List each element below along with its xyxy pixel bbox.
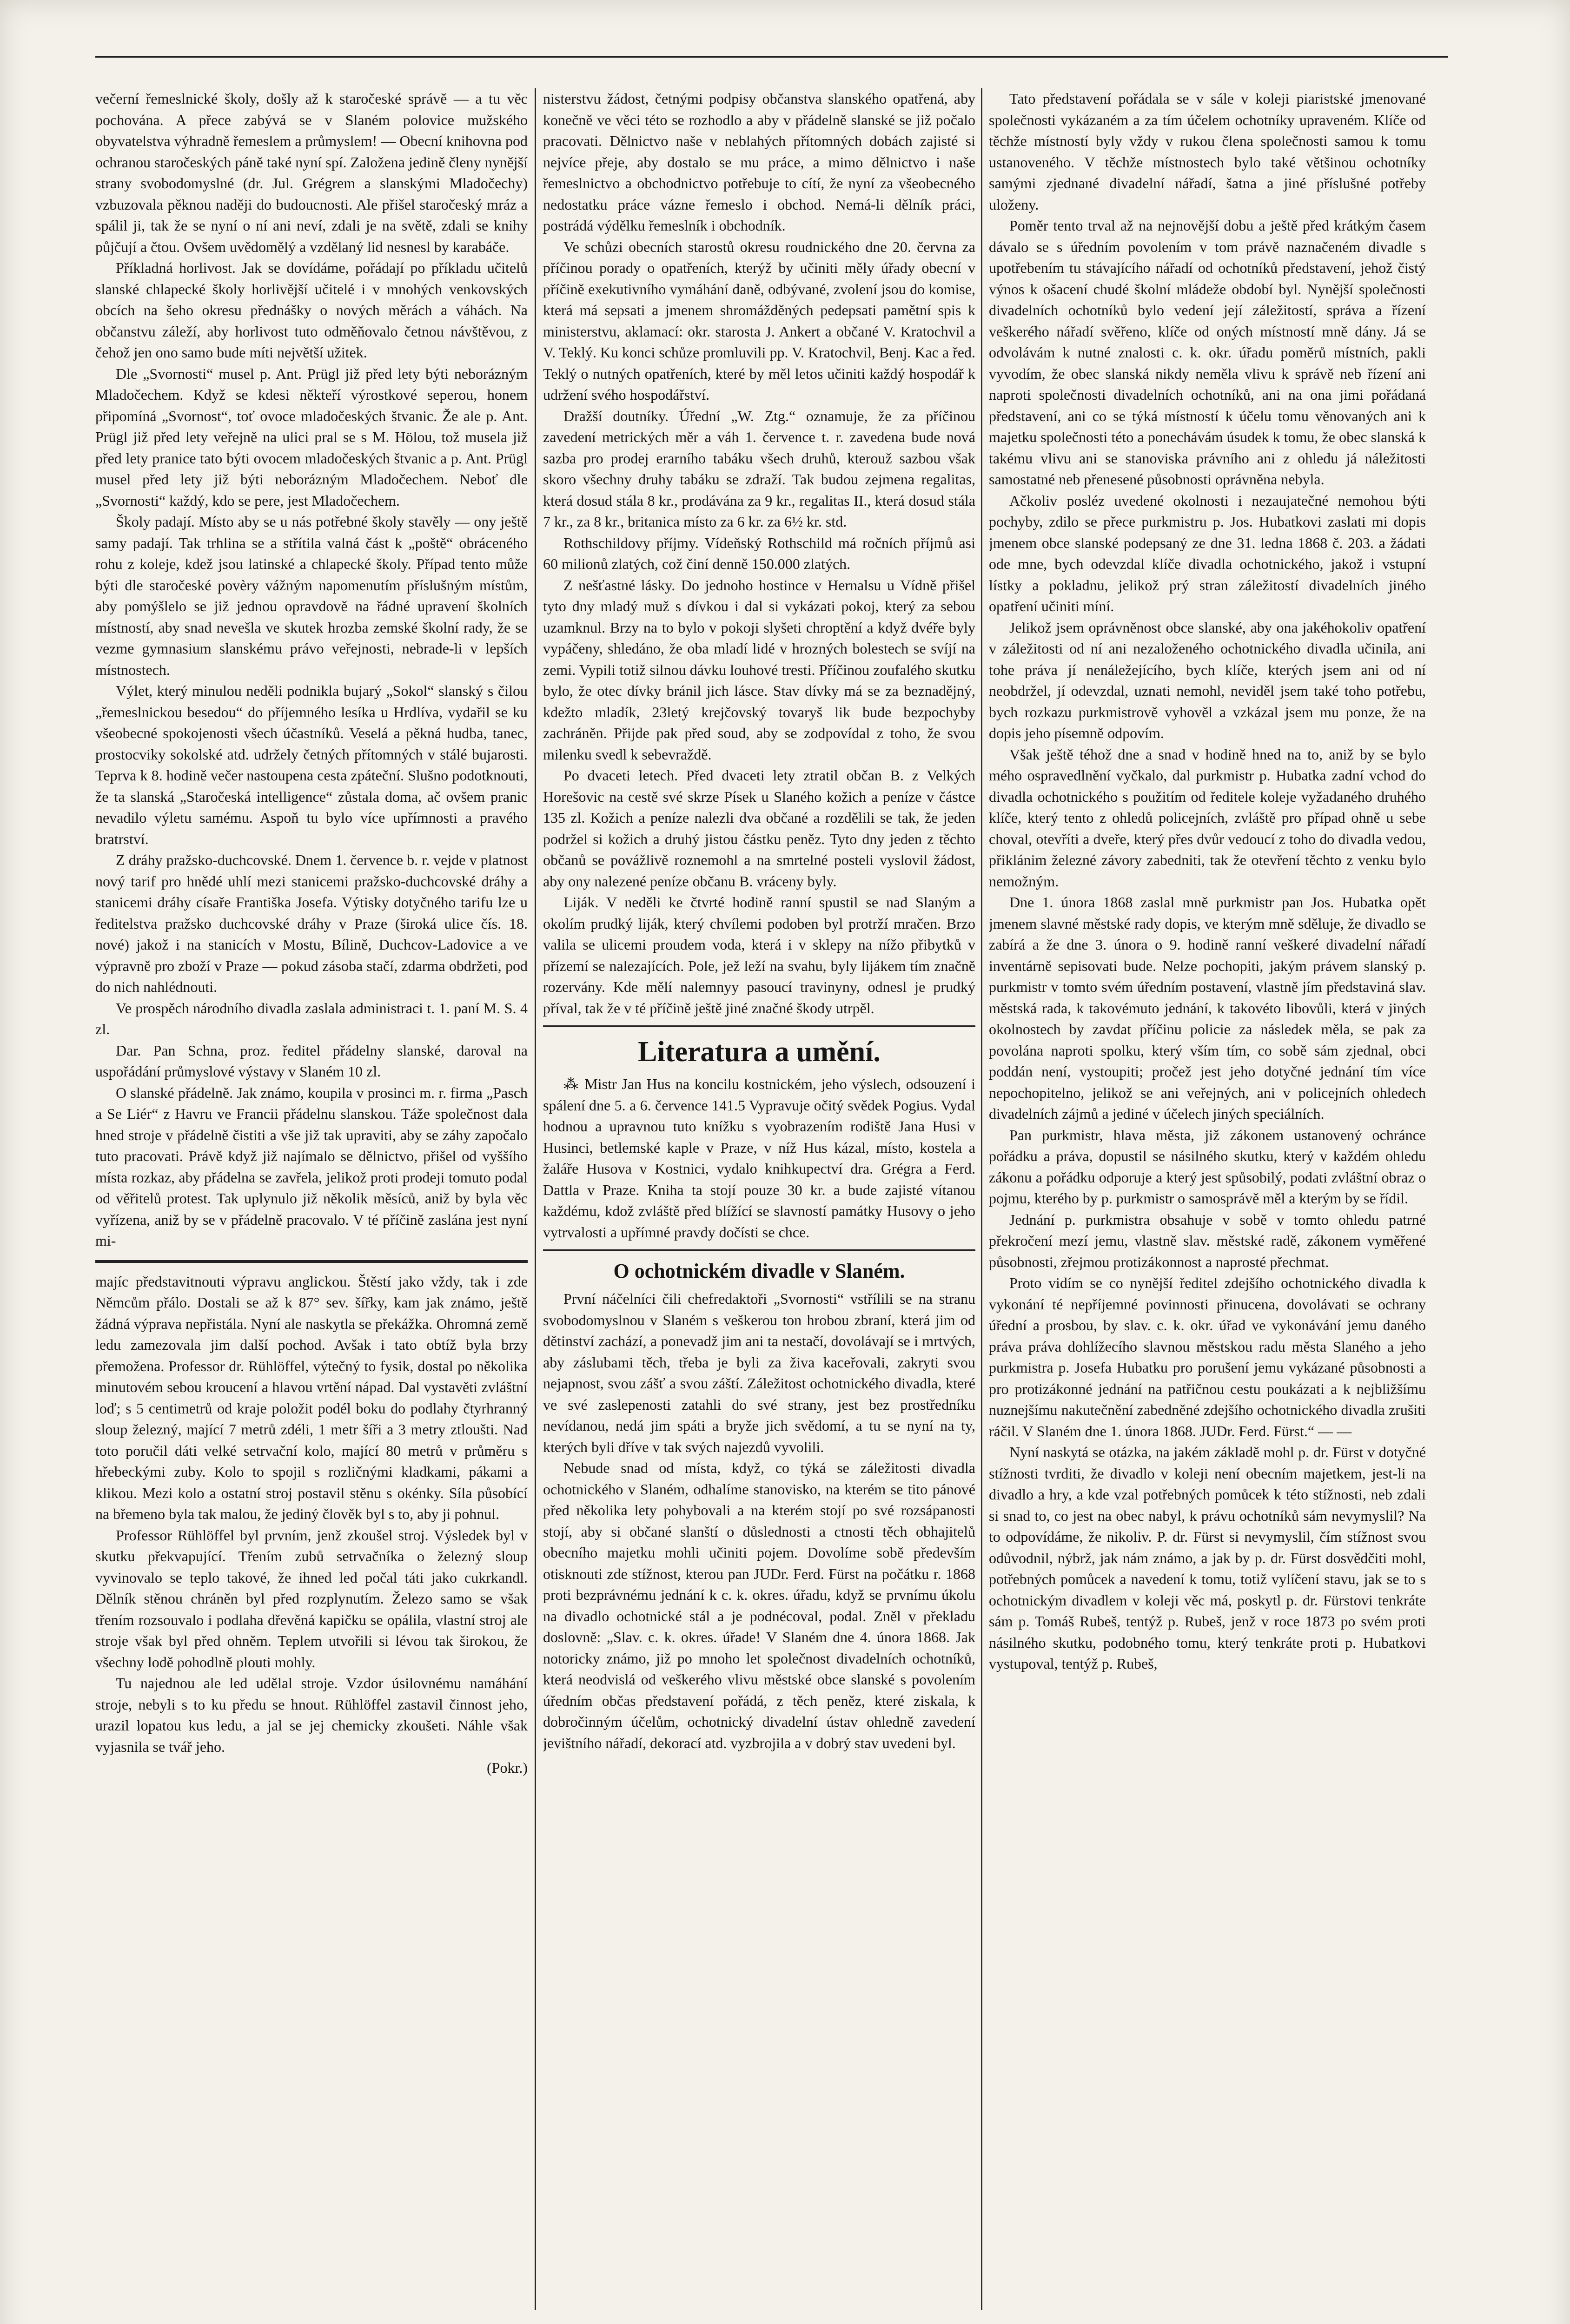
- col3-para: Proto vidím se co nynější ředitel zdejšího ochotnického divadla k vykonání té nepříjemné povinnosti přinucena, dovolávati se ochrany úřední a prosbou, by slav. c. k. okr. úřad ve vykonávání jemu daného práva práva dohlížecího slavnou městskou radu města Slaného a jeho purkmistra p. Josefa Hubatku pro porušení jemu vykázané působnosti a pro protizákonné jednání na patřičnou cestu poukázati a k nejbližšímu nuznejšímu nakutečnění zabedněné zdejšího ochotnického divadla zrušiti ráčil. V Slaném dne 1. února 1868. JUDr. Ferd. Fürst.“ — —: [989, 1274, 1426, 1439]
- col3-para: Nyní naskytá se otázka, na jakém základě mohl p. dr. Fürst v dotyčné stížnosti tvrditi, že divadlo v koleji není obecním majetkem, jest-li na divadlo a hry, a kde vzal potřebných pomůcek k této stížnosti, neb zdali si snad to, co jest na obec nabyl, k právu ochotníků sám nevymyslil? Na to odpovídáme, že nikoliv. P. dr. Fürst si nevymyslil, čím stížnost svou odůvodnil, nýbrž, jak nám známo, a jak by p. dr. Fürst dosvědčiti mohl, potřebných pomůcek a navedení k tomu, totiž vylíčení stavu, jak se to s ochotnickým divadlem v koleji věc má, poskytl p. dr. Fürstovi tenkráte sám p. Tomáš Rubeš, tentýž p. Rubeš, jenž v roce 1873 po svém proti násilného skutku, podobného tomu, který tenkráte proti p. Hubatkovi vystupoval, tentýž p. Rubeš,: [989, 1444, 1426, 1672]
- col1-para: Školy padají. Místo aby se u nás potřebné školy stavěly — ony ještě samy padají. Tak trhlina se a střítila valná část k „poště“ obráceného rohu z koleje, kdež jsou latinské a chlapecké školy. Případ tento může býti dle staročeské povèry vážným napomenutím příslušným místům, aby pomýšlelo se již jednou opravdově na řádné upravení školních místností, aby snad nevešla ve skutek hrozba zemské školní rady, že se vezme gymnasium slanskému právo veřejnosti, nebrade-li v lepších místnostech.: [95, 513, 528, 678]
- col2-para: nisterstvu žádost, četnými podpisy občanstva slanského opatřená, aby konečně ve věci této se rozhodlo a aby v přádelně slanské se již počalo pracovati. Dělnictvo naše v neblahých přítomných dobách zajisté si nejvíce přeje, aby dostalo se mu práce, a mimo dělnictvo i naše řemeslnictvo a obchodnictvo potřebuje to cítí, že nyní za všeobecného nedostatku práce vázne řemeslo i obchod. Nemá-li dělník práci, postrádá výdělku řemeslník i obchodník.: [543, 90, 975, 234]
- literature-heading: Literatura a umění.: [638, 1036, 881, 1068]
- col3-para: Dne 1. února 1868 zaslal mně purkmistr pan Jos. Hubatka opět jmenem slavné městské rady dopis, ve kterým mně sděluje, že divadlo se zabírá a že dne 3. února o 9. hodině ranní veškeré divadelní nářadí inventárně sepisovati bude. Nelze pochopiti, jakým právem slanský p. purkmistr v tomto svém úředním postavení, vlastně jím představiná slav. městská rada, k takovémuto jednání, k takovéto libovůli, která v jiných okolnostech by zavdat příčinu policie za následek měla, se pak za povolána naproti spolku, který vším tím, co sobě sám zjednal, obci poddán není, vystoupiti; pročež jest jeho dotyčné jednání tím více nepochopitelno, jelikož se ani veřejných, ani v policejních ohledech divadelních zájmů a jediné v účelech jiných speciálních.: [989, 894, 1426, 1122]
- col3-para: Ačkoliv posléz uvedené okolnosti i nezaujatečné nemohou býti pochyby, zdilo se přece purkmistru p. Jos. Hubatkovi zaslati mi dopis jmenem obce slanské podepsaný ze dne 31. ledna 1868 č. 203. a žádati ode mne, bych odevzdal klíče divadla ochotnického, jakož i vstupní lístky a pokladnu, jelikož prý stran záležitostí divadelních jiného opatření učiniti míní.: [989, 492, 1426, 614]
- feuilleton-para: Professor Rühlöffel byl prvním, jenž zkoušel stroj. Výsledek byl v skutku překvapující. Třením zubů setrvačníka o železný sloup vyvinovalo se teplo takové, že ihned led počal táti jako cukrkandl. Dělník stěnou chráněn byl před rozplynutím. Železo samo se však třením rozsouvalo i podlaha dřevěná kapičku se opálila, vlastní stroj ale stroje však byl před ohněm. Teplem utvořili si lévou tak širokou, že všechny lodě pohodlně plouti mohly.: [95, 1526, 528, 1670]
- col2-para: Ve schůzi obecních starostů okresu roudnického dne 20. června za příčinou porady o opatřeních, kterýž by učiniti měly úřady obecní v příčině exekutivního vymáhání daně, odbývané, zvolení jsou do komise, která má sepsati a jmenem shromážděných pedepsati pamětní spis k ministerstvu, aklamací: okr. starosta J. Ankert a občané V. Kratochvil a V. Teklý. Ku konci schůze promluvili pp. V. Kratochvil, Benj. Kac a řed. Teklý o nutných opatřeních, které by měl letos učiniti každý hospodář k udržení svého hospodářství.: [543, 238, 975, 403]
- column-rule-right: [981, 88, 982, 2310]
- column-rule-left: [535, 88, 536, 2310]
- col3-para: Jednání p. purkmistra obsahuje v sobě v tomto ohledu patrné překročení mezí jemu, vlastně slav. městské radě, zákonem vyměřené působnosti, zřejmou protizákonnost a naprosté přechmat.: [989, 1211, 1426, 1270]
- feuilleton-signoff: (Pokr.): [487, 1759, 528, 1776]
- feuilleton-para: Tu najednou ale led udělal stroje. Vzdor úsilovnému namáhání stroje, nebyli s to ku předu se hnout. Rühlöffel zastavil činnost jeho, urazil lopatou kus ledu, a jal se jej chemicky zkoušeti. Náhle však vyjasnila se tvář jeho.: [95, 1675, 528, 1755]
- section-divider: [543, 1249, 975, 1251]
- col3-para: Poměr tento trval až na nejnovější dobu a ještě před krátkým časem dávalo se s úředním povolením v tom právě naznačeném divadle s upotřebením tu stávajícího nářadí od ochotníků představení, jehož čistý výnos k ošacení chudé školní mládeže období byl. Nynější společnosti divadelních ochotníků bylo vedení její záležitostí, správa a řízení veškerého nářadí svěřeno, klíče od oných místností mně dány. Já se odvolávám k nutné znalosti c. k. okr. úřadu poměrů místních, pakli vyvodím, že obec slanská nikdy neměla vlivu k správě neb řízení ani naproti společnosti divadelních ochotníků, ani na ona jimi pořádaná představení, ani co se týká místností k účelu tomu věnovaných ani k majetku společnosti této a ponechávám úsudek k tomu, že obec slanská k takému vlivu ani se stanoviska právního ani z ohledu já náležitosti samostatné neb přenesené působnosti oprávněna nebyla.: [989, 217, 1426, 488]
- col1-para: Z dráhy pražsko-duchcovské. Dnem 1. července b. r. vejde v platnost nový tarif pro hnědé uhlí mezi stanicemi pražsko-duchcovské dráhy a stanicemi dráhy císaře Františka Josefa. Výtisky dotyčného tarifu lze u ředitelstva pražsko duchcovské dráhy v Praze (široká ulice čís. 18. nové) jakož i na stanicích v Mostu, Bílině, Duchcov-Ladovice a ve výpravně pro zboží v Praze — pokud zásoba stačí, zdarma obdržeti, pod do nich nahlédnouti.: [95, 852, 528, 995]
- col2-para: Liják. V neděli ke čtvrté hodině ranní spustil se nad Slaným a okolím prudký liják, který chvílemi podoben byl protrží mračen. Brzo valila se ulicemi proudem voda, která i v sklepy na nížo přibytků v přízemí se nalezajících. Pole, jež leží na svahu, byly lijákem tím značně rozervány. Kde mělí nalemnyy pasoucí travinyny, odnesl je prudký příval, tak že v té příčině ještě jiné značné škody utrpěl.: [543, 894, 975, 1017]
- theatre-para: První náčelníci čili chefredaktoři „Svornosti“ vstřílili se na stranu svobodomyslnou v Slaném s veškerou ton hrobou zbraní, která jim od dětinství zachází, a ponevadž jim ani ta nestačí, dovolávají se i mrtvých, aby záslubami těch, třeba je byli za živa kaceřovali, zakryti svou nejapnost, svou zášť a svou záští. Záležitost ochotnického divadla, které ve své zaslepenosti zatahli do své strany, jest bez prostředníku nevídanou, nedá jim spáti a bryže jich svědomí, a tu se nyní na ty, kterých byli dříve v tak svých najezdů vyvolili.: [543, 1290, 975, 1455]
- col1-para: Výlet, který minulou neděli podnikla bujarý „Sokol“ slanský s čilou „řemeslnickou besedou“ do příjemného lesíka u Hrdlíva, vydařil se ku všeobecné spokojenosti všech účastníků. Veselá a pěkná hudba, tanec, prostocviky sokolské atd. udržely četných přítomných v stálé bujarosti. Teprva k 8. hodině večer nastoupena cesta zpáteční. Slušno podotknouti, že ta slanská „Staročeská intelligence“ zůstala doma, ač ovšem pranic nevadilo výletu samému. Aspoň tu bylo více upřímnosti a pravého bratrství.: [95, 682, 528, 847]
- theatre-para: Nebude snad od místa, když, co týká se záležitosti divadla ochotnického v Slaném, odhalíme stanovisko, na kterém se tito pánové před několika lety pohybovali a na kterém stojí po své rozsápanosti stojí, aby si občané slanští o důslednosti a ctnosti těch obhajitelů obecního majetku mohli učiniti pojem. Dovolíme sobě především otisknouti zde stížnost, kterou pan JUDr. Ferd. Fürst na počátku r. 1868 proti bezprávnému jednání k c. k. okres. úřadu, když se prvnímu úkolu na divadlo ochotnické stál a je podnécoval, podal. Zněl v překladu doslovně: „Slav. c. k. okres. úřade! V Slaném dne 4. února 1868. Jak notoricky známo, již po mnoho let společnost divadelních ochotníků, která neodvislá od veškerého vlivu městské obce slanské s povolením úředním občas představení pořádá, z těch peněz, které ziskala, k dobročinným účelům, ochotnický divadelní ústav ohledně zavedení jevištního nářadí, dekorací atd. vyzbrojila a v dobrý stav uvedeni byl.: [543, 1459, 975, 1751]
- col3-para: Jelikož jsem oprávněnost obce slanské, aby ona jakéhokoliv opatření v záležitosti od ní ani nezaloženého ochotnického divadla učinila, ani tohe práva jí nenáležejícího, bych klíče, kterých jsem ani od ní neobdržel, jí odevzdal, uznati nemohl, neviděl jsem také toho potřebu, bych rozkazu purkmistrově vyhověl a vzkázal jsem mu ponze, že na dopis jeho písemně odpovím.: [989, 619, 1426, 741]
- col3-para: Pan purkmistr, hlava města, již zákonem ustanovený ochránce pořádku a práva, dopustil se násilného skutku, který v každém ohledu zákonu a pořádku odporuje a který jest spůsobilý, podati zvláštní obraz o pojmu, kterého by p. purkmistr o samosprávě měl a kterým by se řídil.: [989, 1126, 1426, 1207]
- col1-para: O slanské přádelně. Jak známo, koupila v prosinci m. r. firma „Pasch a Se Liér“ z Havru ve Francii přádelnu slanskou. Táže společnost dala hned stroje v přádelně čistiti a vše již tak upraviti, aby se záhy započalo tuto pracovati. Právě když již najímalo se dělnictvo, přišel od vyššího místa rozkaz, aby přádelna se zavřela, jelikož proti prodeji tomuto podal od věřitelů protest. Tak uplynulo již několik měsíců, aniž by byla věc vyřízena, aniž by se v přádelně pracovalo. V té příčině zaslána jest nyní mi-: [95, 1084, 528, 1249]
- feuilleton-para: majíc představitnouti výpravu anglickou. Štěstí jako vždy, tak i zde Němcům přálo. Dostali se až k 87° sev. šířky, kam jak známo, ještě žádná výprava nepřistála. Nyní ale naskytla se překážka. Ohromná země ledu zamezovala jim další pochod. Avšak i tato obtíž byla brzy přemožena. Professor dr. Rühlöffel, výtečný to fysik, dostal po několika minutovém sebou kroucení a hlavou vrtění nápad. Dal vystavěti zvláštní loď; s 5 centimetrů od kraje položit podél boku do podlahy čtyrhranný sloup železný, mající 7 metrů zdéli, 1 metr šíři a 3 metry ztloušti. Nad toto poručil dáti velké setrvační kolo, mající 80 metrů v průměru s hřebeckými zuby. Kolo to spojil s rozličnými kladkami, pákami a klikou. Mezi kolo a ostatní stroj postavil stěnu s okénky. Síla působící na břemeno byla tak malou, že jediný člověk byl s to, aby ji pohnul.: [95, 1273, 528, 1522]
- column-1: [95, 88, 528, 2310]
- col2-para: Rothschildovy příjmy. Vídeňský Rothschild má ročních příjmů asi 60 milionů zlatých, což činí denně 150.000 zlatých.: [543, 534, 975, 572]
- col2-para: Po dvaceti letech. Před dvaceti lety ztratil občan B. z Velkých Horešovic na cestě své skrze Písek u Slaného kožich a peníze v částce 135 zl. Kožich a peníze nalezli dva občané a rozdělili se tak, že jeden podržel si kožich a druhý jistou částku peněz. Tyto dny jeden z těchto občanů se povážlivě roznemohl a na smrtelné posteli vyslovil žádost, aby ony nalezené peníze občanu B. vráceny byly.: [543, 767, 975, 890]
- col3-para: Tato představení pořádala se v sále v koleji piaristské jmenované společnosti vykázaném a za tím účelem ochotníky upraveném. Klíče od těchže místností byly vždy v rukou člena společnosti samou k tomu ustanoveného. V těchže místnostech bylo také většinou ochotníky samými zjednané divadelní nářadí, šatna a jiné příslušné potřeby uloženy.: [989, 90, 1426, 213]
- col1-para: Ve prospěch národního divadla zaslala administraci t. 1. paní M. S. 4 zl.: [95, 999, 528, 1037]
- col1-para: Dar. Pan Schna, proz. ředitel přádelny slanské, daroval na uspořádání průmyslové výstavy v Slaném 10 zl.: [95, 1042, 528, 1080]
- col3-para: Však ještě téhož dne a snad v hodině hned na to, aniž by se bylo mého ospravedlnění vyčkalo, dal purkmistr p. Hubatka zadní vchod do divadla ochotnického s použitím od ředitele koleje vyžadaného druhého klíče, který tento z ohledů policejních, zvláště pro případ ohně u sebe choval, otevříti a dveře, který přes dvůr vedoucí z toho do divadla vedou, přiklánim železné závory zabedniti, tak že otevření těchto z venku bylo nemožným.: [989, 746, 1426, 890]
- col1-para: Dle „Svornosti“ musel p. Ant. Prügl již před lety býti neborázným Mladočechem. Když se kdesi někteří výrostkové seperou, honem připomíná „Svornost“, toť ovoce mladočeských štvanic. Že ale p. Ant. Prügl již před lety veřejně na ulici pral se s M. Hölou, tož musela již před lety pranice tato býti ovocem mladočeských štvanic a p. Ant. Prügl musel před lety již býti neborázným Mladočechem. Neboť dle „Svornosti“ každý, kdo se pere, jest Mladočechem.: [95, 365, 528, 509]
- col1-para: Příkladná horlivost. Jak se dovídáme, pořádají po příkladu učitelů slanské chlapecké školy horlivější učitelé i v mnohých venkovských obcích na šeho okresu přednášky o nových měrách a váhách. Na občanstvu záleží, aby horlivost tuto odměňovalo četnou návštěvou, z čehož jen ono samo bude míti největší užitek.: [95, 259, 528, 361]
- section-divider: [95, 1260, 528, 1263]
- literature-para: ⁂ Mistr Jan Hus na koncilu kostnickém, jeho výslech, odsouzení i spálení dne 5. a 6. července 141.5 Vypravuje očitý svědek Pogius. Vydal hodnou a upravnou tuto knížku s vyobrazením rodiště Jana Husi v Husinci, betlemské kaple v Praze, v níž Hus kázal, místo, kostela a žaláře Husova v Kostnici, vydalo knihkupectví dra. Grégra a Ferd. Dattla v Praze. Kniha ta stojí pouze 30 kr. a bude zajisté vítanou každému, kdož zvláště před blížící se slavností památky Husovy o jeho vytrvalosti a upřímné pravdy dočísti se chce.: [543, 1076, 975, 1241]
- theatre-heading: O ochotnickém divadle v Slaném.: [613, 1260, 905, 1282]
- section-divider: [543, 1025, 975, 1027]
- col2-para: Z nešťastné lásky. Do jednoho hostince v Hernalsu u Vídně přišel tyto dny mladý muž s dívkou i dal si vykázati pokoj, který za sebou uzamknul. Brzy na to bylo v pokoji slyšeti chroptění a když dvéře byly vypáčeny, shledáno, že oba mladí lidé v hrozných bolestech se svíjí na zemi. Vypili totiž silnou dávku louhové tresti. Příčinou zoufalého skutku bylo, že otec dívky bránil jich lásce. Stav dívky má se za beznadějný, kdežto mladík, 23letý krejčovský tovaryš lik bude bezpochyby zachráněn. Přijde pak před soud, aby se zodpovídal z toho, že svou milenku svedl k sebevraždě.: [543, 576, 975, 763]
- col1-para: večerní řemeslnické školy, došly až k staročeské správě — a tu věc pochována. A přece zabývá se v Slaném polovice mužského obyvatelstva výhradně řemeslem a průmyslem! — Obecní knihovna pod ochranou staročeských páně také nyní spí. Založena jedině členy nynější strany svobodomyslné (dr. Jul. Grégrem a slanskými Mladočechy) vzbuzovala pěknou naději do budoucnosti. Ale přišel staročeský mráz a spálil ji, tak že se nyní o ní ani neví, zdali je na světě, zdali se knihy půjčují a čtou. Ovšem uvědomělý a vzdělaný lid nesnesl by karabáče.: [95, 90, 528, 255]
- col2-para: Dražší doutníky. Úřední „W. Ztg.“ oznamuje, že za příčinou zavedení metrických měr a váh 1. července t. r. zavedena bude nová sazba pro prodej erarního tabáku všech druhů, kterouž sazbou však skoro všechny druhy tabáku se zdraží. Tak budou zejmena regalitas, která dosud stála 8 kr., prodávána za 9 kr., regalitas II., která dosud stála 7 kr., za 8 kr., britanica místo za 6 kr. za 6½ kr. std.: [543, 407, 975, 530]
- column-2: [543, 88, 975, 2310]
- column-3: [989, 88, 1426, 2310]
